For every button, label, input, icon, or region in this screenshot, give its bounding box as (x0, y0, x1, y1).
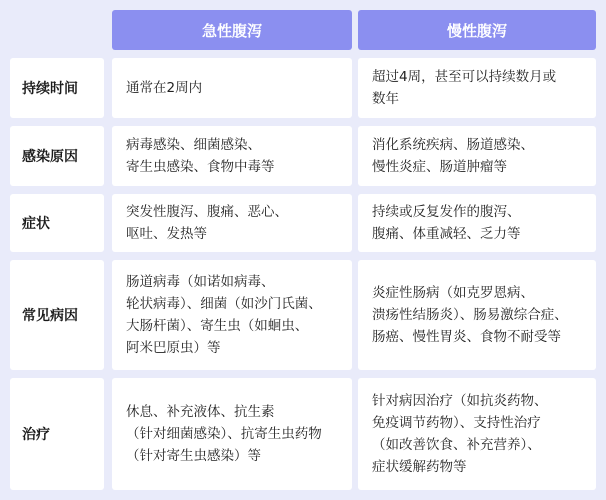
acute-infection-cause: 病毒感染、细菌感染、 寄生虫感染、食物中毒等 (112, 126, 352, 186)
row-label-duration: 持续时间 (10, 58, 104, 118)
acute-common-causes: 肠道病毒（如诺如病毒、 轮状病毒）、细菌（如沙门氏菌、 大肠杆菌）、寄生虫（如蛔虫、 阿米巴原虫）等 (112, 260, 352, 370)
chronic-treatment: 针对病因治疗（如抗炎药物、 免疫调节药物）、支持性治疗 （如改善饮食、补充营养）、 症状缓解药物等 (358, 378, 596, 490)
row-label-common-causes: 常见病因 (10, 260, 104, 370)
header-blank-cell (10, 10, 104, 50)
row-label-infection-cause: 感染原因 (10, 126, 104, 186)
header-acute: 急性腹泻 (112, 10, 352, 50)
chronic-duration: 超过4周，甚至可以持续数月或 数年 (358, 58, 596, 118)
acute-treatment: 休息、补充液体、抗生素 （针对细菌感染）、抗寄生虫药物 （针对寄生虫感染）等 (112, 378, 352, 490)
row-label-symptoms: 症状 (10, 194, 104, 252)
chronic-symptoms: 持续或反复发作的腹泻、 腹痛、体重减轻、乏力等 (358, 194, 596, 252)
chronic-infection-cause: 消化系统疾病、肠道感染、 慢性炎症、肠道肿瘤等 (358, 126, 596, 186)
chronic-common-causes: 炎症性肠病（如克罗恩病、 溃疡性结肠炎）、肠易激综合症、 肠癌、慢性胃炎、食物不耐受等 (358, 260, 596, 370)
acute-symptoms: 突发性腹泻、腹痛、恶心、 呕吐、发热等 (112, 194, 352, 252)
header-chronic: 慢性腹泻 (358, 10, 596, 50)
row-label-treatment: 治疗 (10, 378, 104, 490)
acute-duration: 通常在2周内 (112, 58, 352, 118)
